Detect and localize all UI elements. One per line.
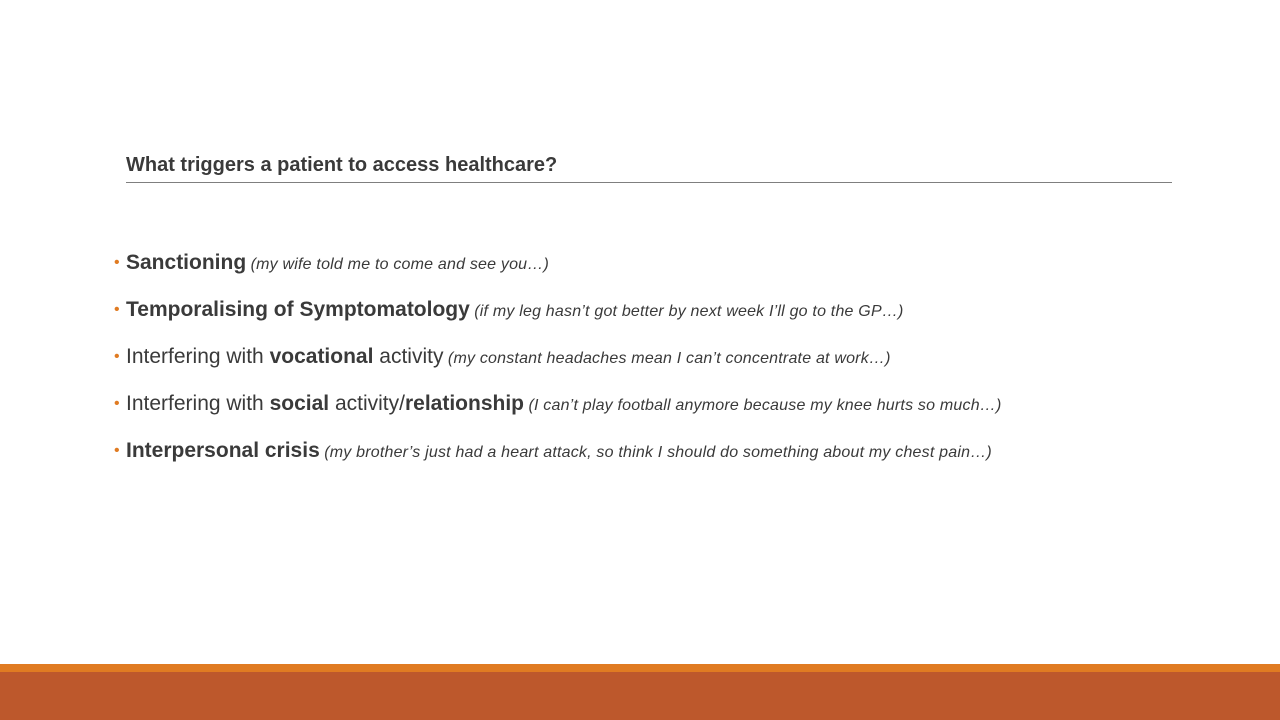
bullet-text-mid: activity/ [329, 392, 405, 415]
bullet-text-pre: Interfering with [126, 392, 270, 415]
bullet-bold: vocational [269, 345, 374, 368]
footer-accent-stripe [0, 664, 1280, 672]
bullet-bold: Sanctioning [126, 251, 247, 274]
bullet-note: (if my leg hasn’t got better by next week I’ll go to the GP…) [474, 303, 904, 320]
bullet-item-vocational [114, 342, 1234, 389]
bullet-dot: • [114, 348, 120, 365]
bullet-dot: • [114, 254, 120, 271]
bullet-dot: • [114, 442, 120, 459]
bullet-text [126, 298, 470, 321]
bullet-item-social [114, 389, 1234, 436]
bullet-text-pre: Interfering with [126, 345, 270, 368]
bullet-bold: Interpersonal crisis [126, 439, 320, 462]
bullet-list [114, 248, 1234, 483]
bullet-item-sanctioning [114, 248, 1234, 295]
bullet-text [126, 439, 320, 462]
bullet-item-interpersonal [114, 436, 1234, 483]
bullet-bold: social [269, 392, 330, 415]
bullet-note: (my wife told me to come and see you…) [250, 256, 550, 273]
title-underline [126, 182, 1172, 183]
bullet-text [126, 345, 443, 368]
bullet-dot: • [114, 301, 120, 318]
footer-bar [0, 672, 1280, 720]
bullet-note: (my brother’s just had a heart attack, so think I should do something about my chest pain…) [324, 444, 992, 461]
bullet-text-mid: activity [373, 345, 444, 368]
bullet-note: (I can’t play football anymore because my knee hurts so much…) [528, 397, 1002, 414]
bullet-bold: Temporalising of Symptomatology [126, 298, 470, 321]
bullet-note: (my constant headaches mean I can’t concentrate at work…) [447, 350, 891, 367]
slide-title: What triggers a patient to access healthcare? [126, 154, 558, 176]
bullet-bold-2: relationship [404, 392, 525, 415]
bullet-text [126, 392, 524, 415]
bullet-text [126, 251, 246, 274]
bullet-dot: • [114, 395, 120, 412]
bullet-item-temporalising [114, 295, 1234, 342]
